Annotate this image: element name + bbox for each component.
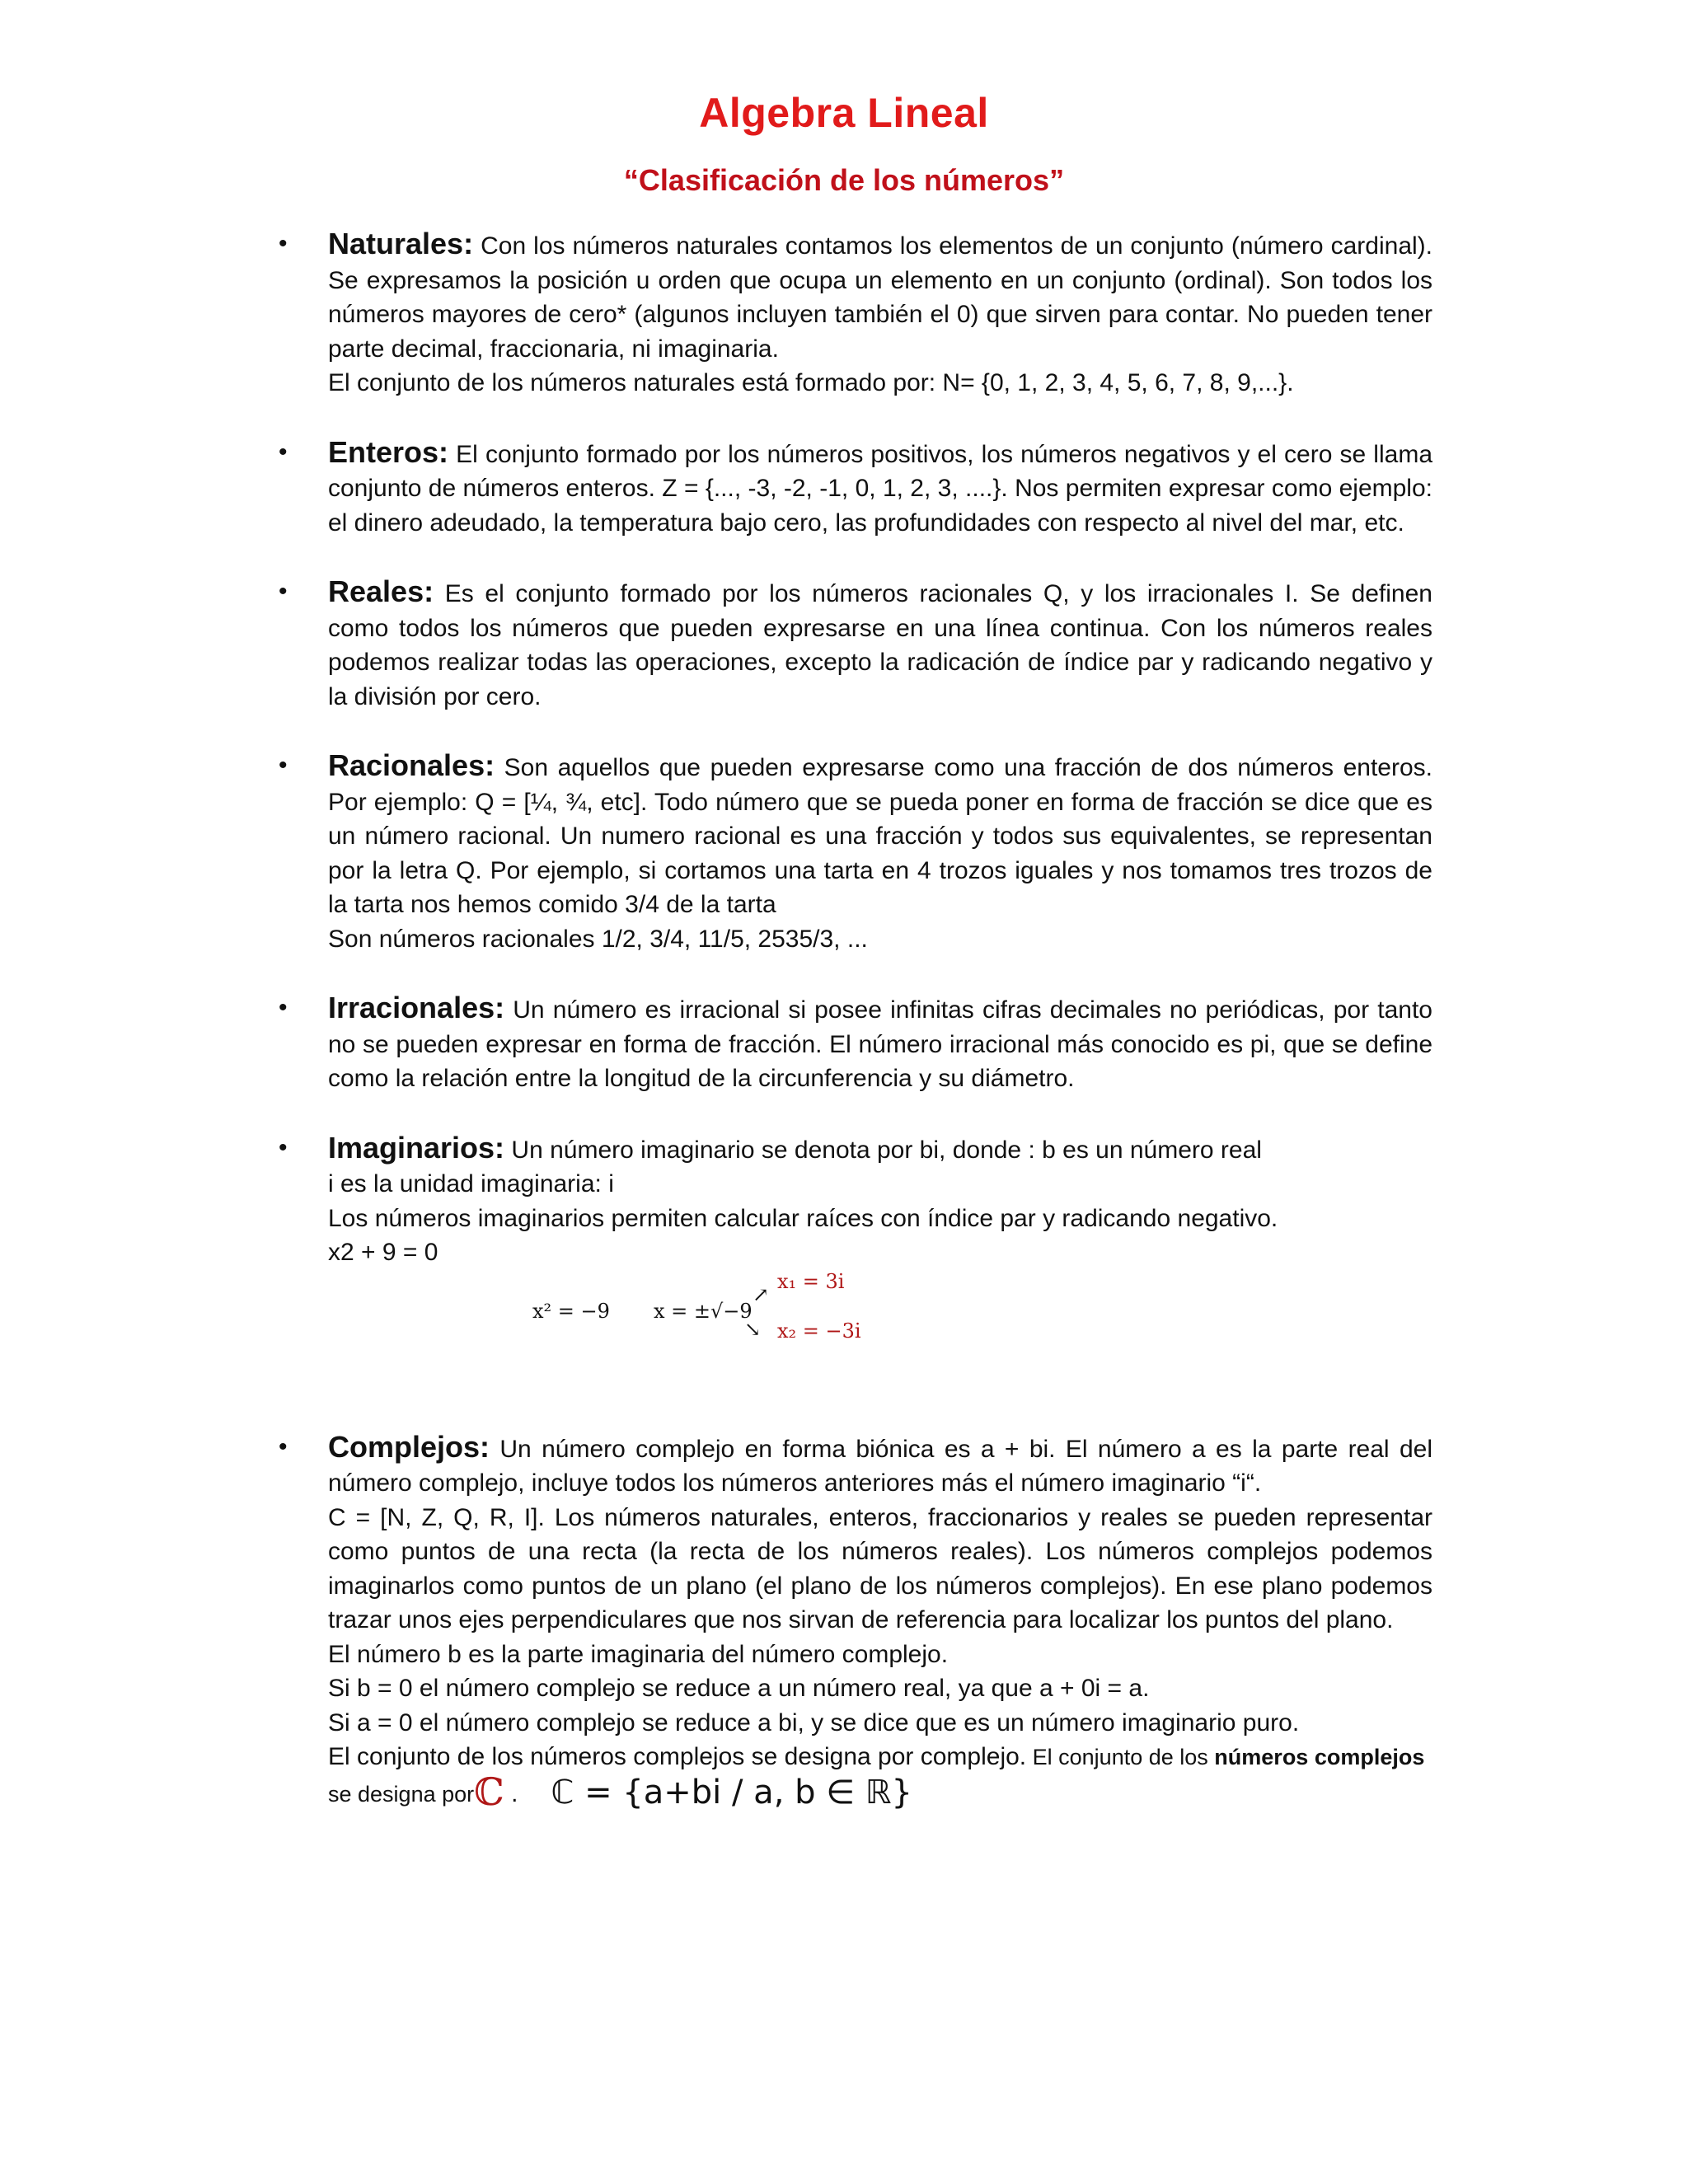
text-enteros: El conjunto formado por los números positivos, los números negativos y el cero se llama conjunto de números enteros. Z = {..., -3, -2, -1, 0, 1, 2, 3, ....}. Nos permiten expresar como ejemplo: el dinero adeudado, la temperatura bajo cero, las profundidades con respecto al nivel del mar, etc. (328, 440, 1432, 537)
list-item-irracionales (328, 991, 1432, 1096)
term-irracionales: Irracionales: (328, 991, 505, 1024)
complejos-line-4: Si b = 0 el número complejo se reduce a un número real, ya que a + 0i = a. (328, 1675, 1150, 1702)
page-title: Algebra Lineal (699, 90, 989, 136)
list-item-racionales (328, 748, 1432, 956)
complejos-line-6b: El conjunto de los (1026, 1745, 1215, 1769)
text-complejos: Un número complejo en forma biónica es a + bi. El número a es la parte real del número complejo, incluye todos los números anteriores más el número imaginario “i“. (328, 1435, 1432, 1497)
imaginarios-line-4: x2 + 9 = 0 (328, 1239, 438, 1266)
list-item-enteros (328, 435, 1432, 541)
complejos-line-5: Si a = 0 el número complejo se reduce a bi, y se dice que es un número imaginario puro. (328, 1708, 1300, 1736)
formula-root2: x₂ = −3i (777, 1319, 861, 1343)
term-naturales: Naturales: (328, 227, 474, 260)
complejos-line-3: El número b es la parte imaginaria del número complejo. (328, 1640, 949, 1668)
list-item-reales (328, 574, 1432, 714)
complejos-line-6c: números complejos (1214, 1745, 1425, 1769)
text-naturales: Con los números naturales contamos los elementos de un conjunto (número cardinal). Se expresamos la posición u orden que ocupa un elemento en un conjunto (ordinal). Son todos los números mayores de cero* (algunos incluyen también el 0) que sirven para contar. No pueden tener parte decimal, fraccionaria, ni imaginaria. (328, 232, 1432, 363)
imaginarios-line-3: Los números imaginarios permiten calcular raíces con índice par y radicando negativo. (328, 1204, 1278, 1232)
formula-eq2: x = ±√−9 (654, 1299, 753, 1323)
text-racionales: Son aquellos que pueden expresarse como una fracción de dos números enteros. Por ejemplo: Q = [¼, ¾, etc]. Todo número que se pueda poner en forma de fracción se dice que es un número racional. Un numero racional es una fracción y todos sus equivalentes, se representan por la letra Q. Por ejemplo, si cortamos una tarta en 4 trozos iguales y nos tomamos tres trozos de la tarta nos hemos comido 3/4 de la tarta (328, 754, 1432, 918)
term-imaginarios: Imaginarios: (328, 1130, 505, 1165)
complex-set-definition: ℂ = {a+bi / a, b ∈ ℝ} (551, 1773, 912, 1811)
arrow-up-icon: ↗ (753, 1282, 770, 1306)
spacer (328, 1346, 1432, 1395)
arrow-down-icon: ↘ (744, 1317, 762, 1341)
term-enteros: Enteros: (328, 434, 449, 469)
complejos-para-2: C = [N, Z, Q, R, I]. Los números naturales, enteros, fraccionarios y reales se pueden representar como puntos de una recta (la recta de los números reales). Los números complejos podemos imaginarlos como puntos de un plano (el plano de los números complejos). En ese plano podemos trazar unos ejes perpendiculares que nos sirvan de referencia para localizar los puntos del plano. (328, 1503, 1432, 1633)
term-racionales: Racionales: (328, 748, 495, 782)
term-complejos: Complejos: (328, 1429, 490, 1464)
complejos-dot: . (504, 1779, 518, 1807)
page-subtitle: “Clasificación de los números” (623, 163, 1065, 197)
list-item-complejos (328, 1430, 1432, 1812)
complejos-line-6d: se designa por (328, 1781, 475, 1807)
complejos-line-6 (328, 1740, 1432, 1814)
text-irracionales: Un número es irracional si posee infinitas cifras decimales no periódicas, por tanto no se pueden expresar en forma de fracción. El número irracional más conocido es pi, que se define como la relación entre la longitud de la circunferencia y su diámetro. (328, 996, 1432, 1092)
text-imaginarios: Un número imaginario se denota por bi, donde : b es un número real (504, 1136, 1262, 1164)
formula-eq1: x² = −9 (532, 1299, 610, 1323)
classification-list (328, 227, 1432, 1846)
complejos-line-6a: El conjunto de los números complejos se designa por complejo. (328, 1743, 1027, 1770)
imaginarios-line-2: i es la unidad imaginaria: i (328, 1170, 614, 1197)
naturales-set: El conjunto de los números naturales está formado por: N= {0, 1, 2, 3, 4, 5, 6, 7, 8, 9,...}. (328, 369, 1294, 396)
imaginary-formula (328, 1269, 1432, 1346)
complex-symbol: ℂ (474, 1769, 504, 1814)
formula-root1: x₁ = 3i (777, 1269, 845, 1293)
list-item-imaginarios (328, 1131, 1432, 1395)
text-reales: Es el conjunto formado por los números racionales Q, y los irracionales I. Se definen como todos los números que pueden expresarse en una línea continua. Con los números reales podemos realizar todas las operaciones, excepto la radicación de índice par y radicando negativo y la división por cero. (328, 580, 1432, 710)
racionales-examples: Son números racionales 1/2, 3/4, 11/5, 2535/3, ... (328, 925, 868, 953)
list-item-naturales (328, 227, 1432, 401)
term-reales: Reales: (328, 574, 434, 608)
